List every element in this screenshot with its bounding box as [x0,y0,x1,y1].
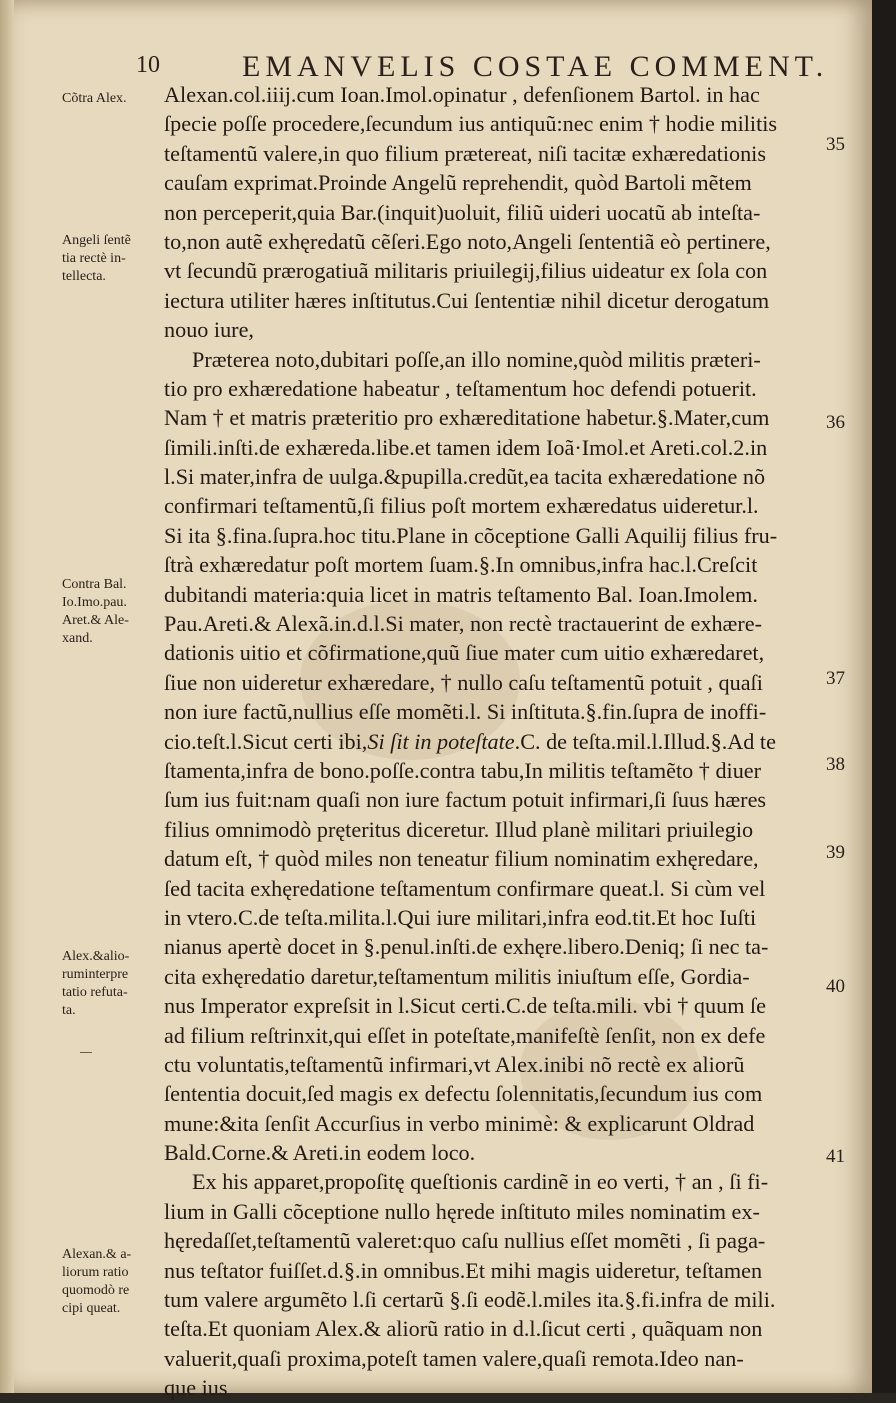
margin-note-alex-refutata [62,948,162,1020]
text-segment: cio.teſt.l.Sicut certi ibi, [164,728,368,754]
text-line: ſum ius fuit:nam quaſi non iure factum potuit infirmari,ſi ſuus hæres [164,787,767,813]
page-number: 10 [136,52,160,78]
text-line: cita exhęredatio daretur,teſtamentum militis iniuſtum eſſe, Gordia- [164,963,750,989]
text-line: ctu voluntatis,teſtamentũ infirmari,vt Alex.inibi nõ rectè ex aliorũ [164,1051,745,1077]
text-line: mune:&ita ſenſit Accurſius in verbo minimè: & explicarunt Oldrad [164,1110,755,1136]
text-line: dubitandi materia:quia licet in matris teſtamento Bal. Ioan.Imolem. [164,581,758,607]
note-number: 38 [826,754,845,775]
text-line: in vtero.C.de teſta.milita.l.Qui iure militari,infra eod.tit.Et hoc Iuſti [164,904,757,930]
margin-note-line: xand. [62,631,93,646]
note-number: 40 [826,976,845,997]
note-number: 39 [826,842,845,863]
margin-note-line: tatio refuta- [62,985,128,1000]
margin-dash [80,1052,92,1053]
margin-note-contra-bal [62,576,162,648]
margin-note-alexan-ratio [62,1246,162,1318]
text-line [164,727,824,756]
text-line: nus Imperator expreſsit in l.Sicut certi.C.de teſta.mili. vbi † quum ſe [164,993,767,1019]
note-number: 41 [826,1146,845,1167]
text-line: datum eſt, † quòd miles non teneatur filium nominatim exhęredare, [164,846,759,872]
text-line: non iure factũ,nullius eſſe momẽti.l. Si inſtituta.§.fin.ſupra de inoffi- [164,699,767,725]
text-line: vt ſecundũ prærogatiuã militaris priuilegij,filius uideatur ex ſola con [164,258,768,284]
note-number: 36 [826,412,845,433]
text-line: nianus apertè docet in §.penul.inſti.de exhęre.libero.Deniq; ſi nec ta- [164,934,769,960]
text-line: dationis uitio et cõfirmatione,quũ ſiue mater cum uitio exhæredaret, [164,640,765,666]
note-number: 37 [826,668,845,689]
text-line: nus teſtator fuiſſet.d.§.in omnibus.Et mihi magis uideretur, teſtamen [164,1257,763,1283]
text-line: tio pro exhæredatione habeatur , teſtamentum hoc defendi potuerit. [164,375,757,401]
main-text-block [164,80,824,1403]
text-line: teſta.Et quoniam Alex.& aliorũ ratio in d.l.ſicut certi , quãquam non [164,1316,763,1342]
text-line: ſiue non uideretur exhæredare, † nullo caſu teſtamentũ potuit , quaſi [164,669,763,695]
margin-note-line: cipi queat. [62,1301,121,1316]
margin-note-line: Alexan.& a- [62,1247,132,1262]
margin-note-line: Aret.& Ale- [62,613,129,628]
text-line: hęredaſſet,teſtamentũ valeret:quo caſu nullius eſſet momẽti , ſi paga- [164,1228,766,1254]
text-line: ſtrà exhæredatur poſt mortem ſuam.§.In omnibus,infra hac.l.Creſcit [164,552,758,578]
margin-note-line: ruminterpre [62,967,129,982]
text-line: que ius [164,1375,228,1401]
text-line: Bald.Corne.& Areti.in eodem loco. [164,1140,476,1166]
running-head: EMANVELIS COSTAE COMMENT. [242,50,829,83]
page-gutter [0,0,14,1393]
text-line: ad filium reſtrinxit,qui eſſet in poteſtate,manifeſtè ſenſit, non ex defe [164,1022,766,1048]
text-line: Si ita §.fina.ſupra.hoc titu.Plane in cõceptione Galli Aquilij filius fru- [164,522,778,548]
text-line: ſpecie poſſe procedere,ſecundum ius antiquũ:nec enim † hodie militis [164,111,778,137]
text-line: iectura utiliter hæres inſtitutus.Cui ſententiæ nihil dicetur derogatum [164,287,770,313]
margin-note-line: Cõtra Alex. [62,91,127,106]
text-segment: .C. de teſta.mil.l.Illud.§.Ad te [514,728,776,754]
text-line: Præterea noto,dubitari poſſe,an illo nomine,quòd militis præteri- [192,346,761,372]
note-number: 35 [826,134,845,155]
text-line: ſed tacita exhęredatione teſtamentum confirmare queat.l. Si cùm vel [164,875,766,901]
margin-note-line: Angeli ſentẽ [62,233,131,248]
margin-note-contra-alex [62,90,162,108]
text-line: Nam † et matris præteritio pro exhæreditatione habetur.§.Mater,cum [164,405,770,431]
margin-note-line: tia rectè in- [62,251,126,266]
text-line: Alexan.col.iiij.cum Ioan.Imol.opinatur , defenſionem Bartol. in hac [164,82,760,107]
text-line: ſimili.inſti.de exhæreda.libe.et tamen idem Ioã·Imol.et Areti.col.2.in [164,434,768,460]
text-line: lium in Galli cõceptione nullo hęrede inſtituto miles nominatim ex- [164,1198,760,1224]
text-line: teſtamentũ valere,in quo filium prætereat, niſi tacitæ exhæredationis [164,140,766,166]
text-line: Ex his apparet,propoſitę queſtionis cardinẽ in eo verti, † an , ſi fi- [192,1169,769,1195]
text-line: cauſam exprimat.Proinde Angelũ reprehendit, quòd Bartoli mẽtem [164,170,752,196]
margin-note-angeli [62,232,162,286]
text-line: filius omnimodò pręteritus diceretur. Illud planè militari priuilegio [164,816,754,842]
text-line: confirmari teſtamentũ,ſi filius poſt mortem exhæredatus uideretur.l. [164,493,759,519]
margin-note-line: tellecta. [62,269,106,284]
text-line: to,non autẽ exhęredatũ cẽſeri.Ego noto,Angeli ſententiã eò pertinere, [164,228,771,254]
text-line: non perceperit,quia Bar.(inquit)uoluit, filiũ uideri uocatũ ab inteſta- [164,199,761,225]
margin-note-line: Contra Bal. [62,577,127,592]
text-line: Pau.Areti.& Alexã.in.d.l.Si mater, non rectè tractauerint de exhære- [164,611,762,637]
margin-note-line: ta. [62,1003,76,1018]
text-line: l.Si mater,infra de uulga.&pupilla.credũt,ea tacita exhæredatione nõ [164,464,766,490]
margin-note-line: quomodò re [62,1283,130,1298]
margin-note-line: liorum ratio [62,1265,129,1280]
page-edge-shadow [872,0,896,1393]
italic-citation: Si ſit in poteſtate [367,728,515,754]
margin-note-line: Io.Imo.pau. [62,595,127,610]
text-line: nouo iure, [164,317,254,343]
text-line: tum valere argumẽto l.ſi certarũ §.ſi eodẽ.l.miles ita.§.fi.infra de mili. [164,1287,776,1313]
text-line: ſententia docuit,ſed magis ex defectu ſolennitatis,ſecundum ius com [164,1081,763,1107]
margin-note-line: Alex.&alio- [62,949,130,964]
text-line: ſtamenta,infra de bono.poſſe.contra tabu,In militis teſtamẽto † diuer [164,757,762,783]
text-line: valuerit,quaſi proxima,poteſt tamen valere,quaſi remota.Ideo nan- [164,1345,744,1371]
